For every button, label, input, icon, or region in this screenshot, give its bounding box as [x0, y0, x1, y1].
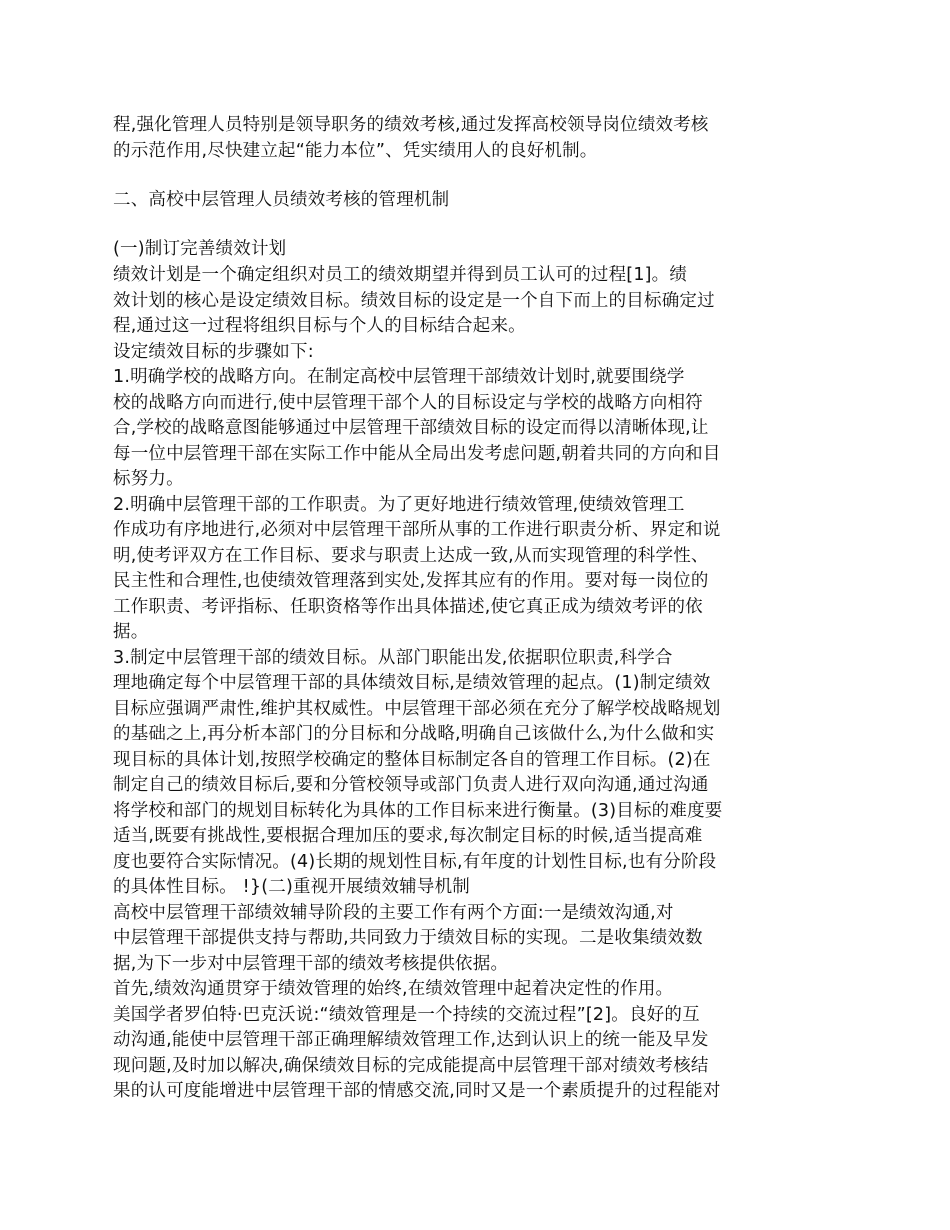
text-line: 的具体性目标。 !}(二)重视开展绩效辅导机制	[113, 877, 470, 897]
text-line: 2.明确中层管理干部的工作职责。为了更好地进行绩效管理,使绩效管理工	[113, 495, 685, 515]
text-line: 设定绩效目标的步骤如下:	[113, 342, 314, 362]
text-line: 1.明确学校的战略方向。在制定高校中层管理干部绩效计划时,就要围绕学	[113, 367, 685, 387]
text-line: 民主性和合理性,也使绩效管理落到实处,发挥其应有的作用。要对每一岗位的	[113, 571, 709, 591]
text-line: 的示范作用,尽快建立起“能力本位”、凭实绩用人的良好机制。	[113, 141, 598, 161]
text-line: 中层管理干部提供支持与帮助,共同致力于绩效目标的实现。二是收集绩效数	[113, 928, 703, 948]
text-line: 目标应强调严肃性,维护其权威性。中层管理干部必须在充分了解学校战略规划	[113, 699, 721, 719]
text-line: 度也要符合实际情况。(4)长期的规划性目标,有年度的计划性目标,也有分阶段	[113, 852, 717, 872]
text-line: 据,为下一步对中层管理干部的绩效考核提供依据。	[113, 954, 509, 974]
text-line: 明,使考评双方在工作目标、要求与职责上达成一致,从而实现管理的科学性、	[113, 546, 709, 566]
text-line: 适当,既要有挑战性,要根据合理加压的要求,每次制定目标的时候,适当提高难	[113, 826, 703, 846]
text-line: 工作职责、考评指标、任职资格等作出具体描述,使它真正成为绩效考评的依	[113, 597, 703, 617]
text-line: 标努力。	[113, 469, 184, 489]
text-line: 现问题,及时加以解决,确保绩效目标的完成能提高中层管理干部对绩效考核结	[113, 1056, 709, 1076]
text-line: 制定自己的绩效目标后,要和分管校领导或部门负责人进行双向沟通,通过沟通	[113, 775, 709, 795]
text-line: 程,强化管理人员特别是领导职务的绩效考核,通过发挥高校领导岗位绩效考核	[113, 115, 709, 135]
text-line: 每一位中层管理干部在实际工作中能从全局出发考虑问题,朝着共同的方向和目	[113, 444, 721, 464]
text-line: 程,通过这一过程将组织目标与个人的目标结合起来。	[113, 316, 526, 336]
text-line: 美国学者罗伯特·巴克沃说:“绩效管理是一个持续的交流过程”[2]。良好的互	[113, 1005, 700, 1025]
text-line: 果的认可度能增进中层管理干部的情感交流,同时又是一个素质提升的过程能对	[113, 1081, 721, 1101]
text-line: 3.制定中层管理干部的绩效目标。从部门职能出发,依据职位职责,科学合	[113, 648, 673, 668]
text-line: 校的战略方向而进行,使中层管理干部个人的目标设定与学校的战略方向相符	[113, 393, 703, 413]
text-line: 合,学校的战略意图能够通过中层管理干部绩效目标的设定而得以清晰体现,让	[113, 418, 709, 438]
subsection-heading: (一)制订完善绩效计划	[113, 239, 287, 259]
text-line: 现目标的具体计划,按照学校确定的整体目标制定各自的管理工作目标。(2)在	[113, 750, 711, 770]
text-line: 据。	[113, 622, 149, 642]
text-line: 首先,绩效沟通贯穿于绩效管理的始终,在绩效管理中起着决定性的作用。	[113, 979, 674, 999]
text-line: 动沟通,能使中层管理干部正确理解绩效管理工作,达到认识上的统一能及早发	[113, 1030, 709, 1050]
text-line: 绩效计划是一个确定组织对员工的绩效期望并得到员工认可的过程[1]。绩	[113, 265, 688, 285]
text-line: 将学校和部门的规划目标转化为具体的工作目标来进行衡量。(3)目标的难度要	[113, 801, 723, 821]
text-line: 的基础之上,再分析本部门的分目标和分战略,明确自己该做什么,为什么做和实	[113, 724, 715, 744]
text-line: 效计划的核心是设定绩效目标。绩效目标的设定是一个自下而上的目标确定过	[113, 291, 715, 311]
text-line: 作成功有序地进行,必须对中层管理干部所从事的工作进行职责分析、界定和说	[113, 520, 721, 540]
section-heading: 二、高校中层管理人员绩效考核的管理机制	[113, 190, 450, 210]
text-line: 理地确定每个中层管理干部的具体绩效目标,是绩效管理的起点。(1)制定绩效	[113, 673, 711, 693]
text-line: 高校中层管理干部绩效辅导阶段的主要工作有两个方面:一是绩效沟通,对	[113, 903, 674, 923]
